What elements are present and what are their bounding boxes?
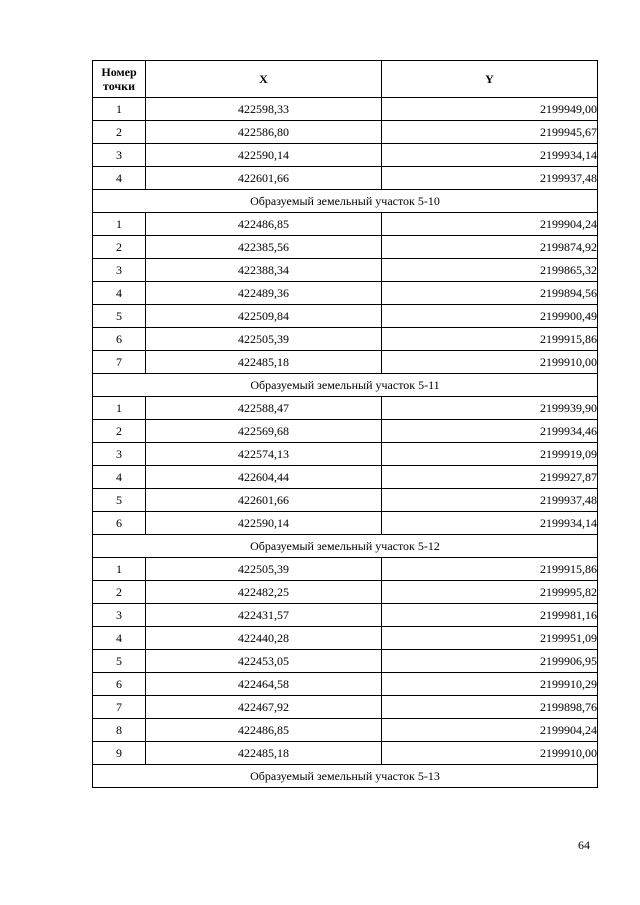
x-coordinate-cell: 422467,92: [146, 696, 382, 719]
point-number-cell: 4: [93, 282, 146, 305]
y-coordinate-cell: 2199915,86: [382, 558, 598, 581]
x-coordinate-cell: 422509,84: [146, 305, 382, 328]
y-coordinate-cell: 2199937,48: [382, 167, 598, 190]
table-row: [93, 719, 598, 742]
point-number-cell: 1: [93, 558, 146, 581]
y-coordinate-cell: 2199894,56: [382, 282, 598, 305]
y-coordinate-cell: 2199934,46: [382, 420, 598, 443]
y-coordinate-cell: 2199874,92: [382, 236, 598, 259]
table-row: [93, 213, 598, 236]
table-row: [93, 512, 598, 535]
x-coordinate-cell: 422482,25: [146, 581, 382, 604]
table-row: [93, 650, 598, 673]
y-coordinate-cell: 2199934,14: [382, 512, 598, 535]
point-number-cell: 3: [93, 259, 146, 282]
x-coordinate-cell: 422485,18: [146, 742, 382, 765]
table-row: [93, 420, 598, 443]
table-row: [93, 558, 598, 581]
point-number-cell: 2: [93, 121, 146, 144]
point-number-cell: 4: [93, 466, 146, 489]
y-coordinate-cell: 2199919,09: [382, 443, 598, 466]
point-number-cell: 7: [93, 351, 146, 374]
point-number-cell: 1: [93, 397, 146, 420]
point-number-cell: 2: [93, 420, 146, 443]
section-label: Образуемый земельный участок 5-10: [93, 190, 598, 213]
point-number-cell: 2: [93, 581, 146, 604]
y-coordinate-cell: 2199898,76: [382, 696, 598, 719]
point-number-cell: 5: [93, 650, 146, 673]
x-coordinate-cell: 422601,66: [146, 489, 382, 512]
point-number-cell: 5: [93, 305, 146, 328]
x-coordinate-cell: 422574,13: [146, 443, 382, 466]
table-row: [93, 696, 598, 719]
table-row: [93, 144, 598, 167]
point-number-cell: 5: [93, 489, 146, 512]
y-coordinate-cell: 2199981,16: [382, 604, 598, 627]
x-coordinate-cell: 422486,85: [146, 213, 382, 236]
x-coordinate-cell: 422388,34: [146, 259, 382, 282]
point-number-cell: 9: [93, 742, 146, 765]
section-label: Образуемый земельный участок 5-13: [93, 765, 598, 788]
point-number-cell: 4: [93, 167, 146, 190]
point-number-cell: 6: [93, 673, 146, 696]
section-label: Образуемый земельный участок 5-12: [93, 535, 598, 558]
header-point-number-line1: Номер: [101, 65, 137, 79]
header-x: X: [146, 61, 382, 98]
table-row: [93, 305, 598, 328]
y-coordinate-cell: 2199910,00: [382, 742, 598, 765]
section-row: [93, 765, 598, 788]
y-coordinate-cell: 2199939,90: [382, 397, 598, 420]
y-coordinate-cell: 2199910,29: [382, 673, 598, 696]
x-coordinate-cell: 422588,47: [146, 397, 382, 420]
y-coordinate-cell: 2199865,32: [382, 259, 598, 282]
x-coordinate-cell: 422598,33: [146, 98, 382, 121]
table-row: [93, 489, 598, 512]
table-row: [93, 627, 598, 650]
table-row: [93, 282, 598, 305]
point-number-cell: 6: [93, 328, 146, 351]
y-coordinate-cell: 2199945,67: [382, 121, 598, 144]
x-coordinate-cell: 422586,80: [146, 121, 382, 144]
header-y: Y: [382, 61, 598, 98]
section-row: [93, 374, 598, 397]
table-row: [93, 351, 598, 374]
table-row: [93, 581, 598, 604]
coordinates-table: [92, 60, 598, 788]
table-row: [93, 98, 598, 121]
y-coordinate-cell: 2199904,24: [382, 213, 598, 236]
point-number-cell: 1: [93, 98, 146, 121]
point-number-cell: 3: [93, 443, 146, 466]
point-number-cell: 6: [93, 512, 146, 535]
x-coordinate-cell: 422464,58: [146, 673, 382, 696]
y-coordinate-cell: 2199900,49: [382, 305, 598, 328]
y-coordinate-cell: 2199951,09: [382, 627, 598, 650]
x-coordinate-cell: 422453,05: [146, 650, 382, 673]
table-row: [93, 466, 598, 489]
section-row: [93, 190, 598, 213]
x-coordinate-cell: 422601,66: [146, 167, 382, 190]
point-number-cell: 7: [93, 696, 146, 719]
section-label: Образуемый земельный участок 5-11: [93, 374, 598, 397]
x-coordinate-cell: 422505,39: [146, 558, 382, 581]
table-row: [93, 443, 598, 466]
x-coordinate-cell: 422489,36: [146, 282, 382, 305]
point-number-cell: 8: [93, 719, 146, 742]
y-coordinate-cell: 2199934,14: [382, 144, 598, 167]
page-number: 64: [578, 838, 590, 852]
table-row: [93, 167, 598, 190]
x-coordinate-cell: 422485,18: [146, 351, 382, 374]
x-coordinate-cell: 422590,14: [146, 512, 382, 535]
point-number-cell: 1: [93, 213, 146, 236]
y-coordinate-cell: 2199937,48: [382, 489, 598, 512]
x-coordinate-cell: 422590,14: [146, 144, 382, 167]
x-coordinate-cell: 422505,39: [146, 328, 382, 351]
x-coordinate-cell: 422486,85: [146, 719, 382, 742]
table-row: [93, 259, 598, 282]
table-row: [93, 742, 598, 765]
point-number-cell: 4: [93, 627, 146, 650]
y-coordinate-cell: 2199906,95: [382, 650, 598, 673]
table-row: [93, 121, 598, 144]
y-coordinate-cell: 2199904,24: [382, 719, 598, 742]
y-coordinate-cell: 2199915,86: [382, 328, 598, 351]
y-coordinate-cell: 2199995,82: [382, 581, 598, 604]
table-row: [93, 397, 598, 420]
y-coordinate-cell: 2199927,87: [382, 466, 598, 489]
x-coordinate-cell: 422431,57: [146, 604, 382, 627]
point-number-cell: 2: [93, 236, 146, 259]
table-header-row: [93, 61, 598, 98]
table-row: [93, 673, 598, 696]
y-coordinate-cell: 2199910,00: [382, 351, 598, 374]
x-coordinate-cell: 422604,44: [146, 466, 382, 489]
header-point-number: [93, 61, 146, 98]
table-row: [93, 236, 598, 259]
x-coordinate-cell: 422440,28: [146, 627, 382, 650]
point-number-cell: 3: [93, 144, 146, 167]
header-point-number-line2: точки: [102, 79, 136, 93]
x-coordinate-cell: 422569,68: [146, 420, 382, 443]
x-coordinate-cell: 422385,56: [146, 236, 382, 259]
point-number-cell: 3: [93, 604, 146, 627]
y-coordinate-cell: 2199949,00: [382, 98, 598, 121]
section-row: [93, 535, 598, 558]
table-row: [93, 328, 598, 351]
table-body: [93, 98, 598, 788]
table-row: [93, 604, 598, 627]
